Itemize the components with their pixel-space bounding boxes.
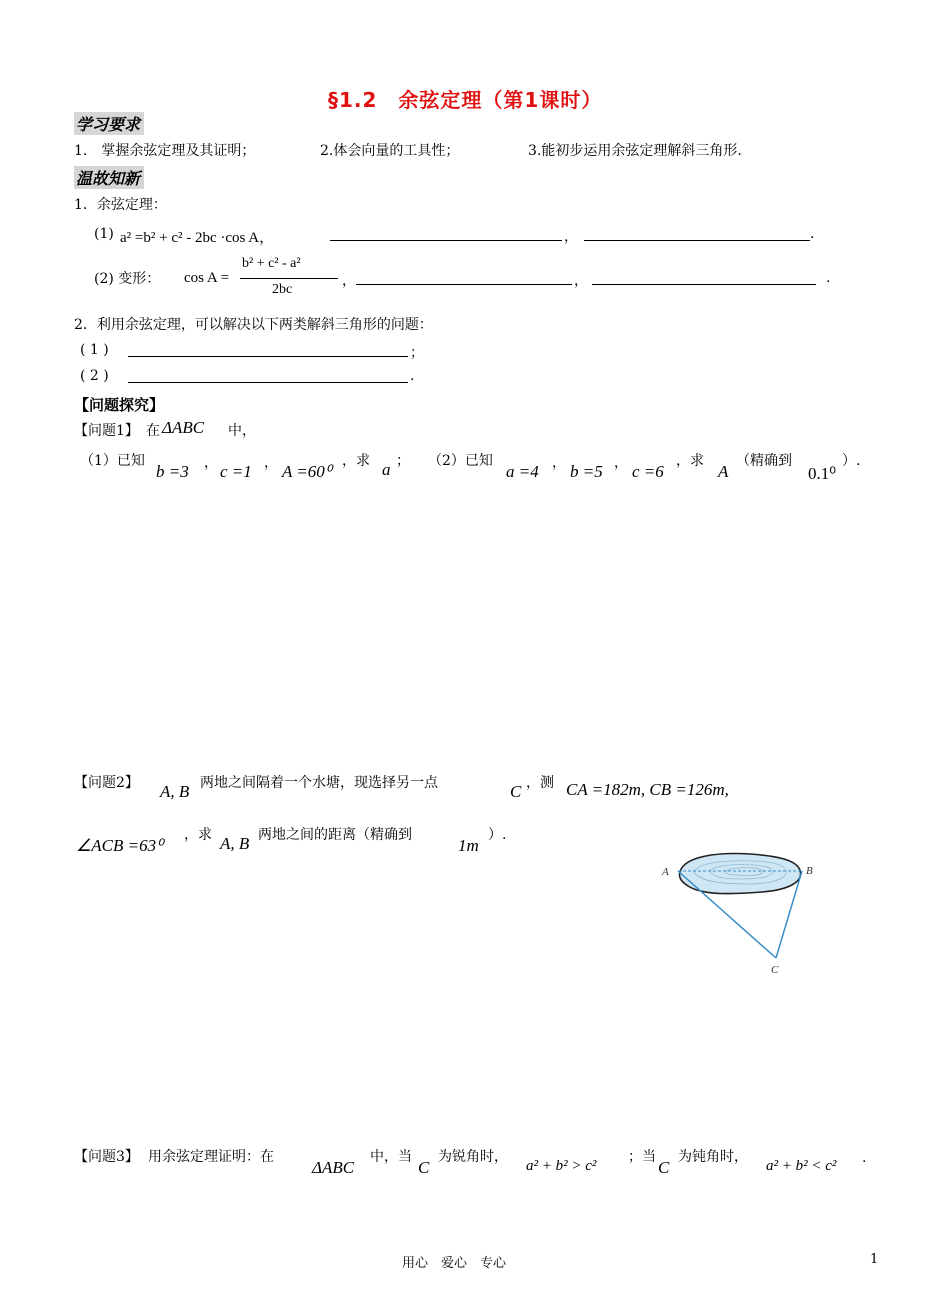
figure-label-c: C bbox=[771, 964, 779, 976]
page-number: 1 bbox=[870, 1252, 879, 1267]
figure-label-b: B bbox=[806, 865, 813, 877]
problem1-part1-label: （1）已知 bbox=[80, 453, 145, 469]
problem2-text1: 两地之间隔着一个水塘，现选择另一点 bbox=[200, 775, 438, 791]
problem2-point-c: C bbox=[510, 782, 522, 801]
problem2-text2: ，测 bbox=[526, 775, 554, 791]
problem3-c1: C bbox=[418, 1158, 430, 1177]
problem1-part2-c: c =6 bbox=[632, 462, 664, 481]
problem1-precision: （精确到 bbox=[736, 453, 792, 469]
problem1-part1-ask: ，求 bbox=[342, 453, 370, 469]
section-requirements: 学习要求 bbox=[74, 112, 144, 135]
blank-sub1-a[interactable] bbox=[330, 226, 562, 241]
problem1-triangle: ΔABC bbox=[162, 418, 205, 437]
problem2-measures: CA =182m, CB =126m, bbox=[566, 780, 729, 799]
problem1-part2-a: a =4 bbox=[506, 462, 539, 481]
blank-sub2-b[interactable] bbox=[592, 270, 816, 285]
problem1-suffix: 中， bbox=[228, 423, 256, 439]
problem1-prefix: 在 bbox=[146, 423, 160, 439]
period-sub1: . bbox=[810, 226, 815, 242]
blank-sub1-b[interactable] bbox=[584, 226, 810, 241]
blank-q2-item-2[interactable] bbox=[128, 368, 408, 383]
comma-sub2-b: ， bbox=[574, 273, 588, 289]
page-title: §1.2 余弦定理（第1课时） bbox=[328, 88, 603, 112]
problem3-ineq1: a² + b² > c² bbox=[526, 1158, 597, 1174]
review-question-1: 1．余弦定理： bbox=[74, 197, 167, 213]
fraction-bar bbox=[240, 278, 338, 279]
problem1-var-a: a bbox=[382, 460, 391, 479]
problem2-text3: ，求 bbox=[184, 827, 212, 843]
problem3-c2: C bbox=[658, 1158, 670, 1177]
problem1-b-value: b =3 bbox=[156, 462, 189, 481]
comma-p1-a: ， bbox=[204, 455, 218, 471]
section-explore: 【问题探究】 bbox=[74, 396, 165, 414]
problem1-var-A: A bbox=[718, 462, 729, 481]
review-question-2: 2．利用余弦定理，可以解决以下两类解斜三角形的问题： bbox=[74, 317, 433, 333]
problem3-text4: ；当 bbox=[628, 1149, 656, 1165]
blank-sub2-a[interactable] bbox=[356, 270, 572, 285]
requirement-1: 1． 掌握余弦定理及其证明； bbox=[74, 143, 256, 159]
pond-triangle-figure bbox=[658, 846, 828, 982]
problem1-label: 【问题1】 bbox=[74, 423, 139, 439]
comma-sub1: ， bbox=[564, 229, 578, 245]
cosine-law-formula: a² =b² + c² - 2bc ·cos A， bbox=[120, 230, 275, 246]
problem3-ineq2: a² + b² < c² bbox=[766, 1158, 837, 1174]
requirement-2: 2.体会向量的工具性； bbox=[320, 143, 460, 159]
comma-p1-c: ， bbox=[552, 455, 566, 471]
comma-p1-d: ， bbox=[614, 455, 628, 471]
problem3-text5: 为钝角时， bbox=[678, 1149, 748, 1165]
problem1-angle-a: A =60⁰ bbox=[282, 462, 332, 481]
period-q2: . bbox=[410, 368, 415, 384]
problem2-angle: ∠ACB =63⁰ bbox=[76, 836, 163, 855]
fraction-numerator: b² + c² - a² bbox=[242, 256, 301, 271]
problem1-c-value: c =1 bbox=[220, 462, 252, 481]
problem3-triangle: ΔABC bbox=[312, 1158, 355, 1177]
problem3-end: . bbox=[862, 1150, 867, 1166]
problem2-text5: ）. bbox=[488, 827, 507, 843]
problem1-part1-end: ； bbox=[396, 453, 410, 469]
figure-label-a: A bbox=[662, 866, 669, 878]
section-review: 温故知新 bbox=[74, 166, 144, 189]
problem1-part2-b: b =5 bbox=[570, 462, 603, 481]
problem2-unit: 1m bbox=[458, 836, 479, 855]
problem1-part2-label: （2）已知 bbox=[428, 453, 493, 469]
problem3-label: 【问题3】 bbox=[74, 1149, 139, 1165]
problem3-text3: 为锐角时， bbox=[438, 1149, 508, 1165]
problem1-precision-value: 0.1⁰ bbox=[808, 464, 837, 483]
comma-sub2-a: ， bbox=[342, 273, 356, 289]
comma-p1-b: ， bbox=[264, 455, 278, 471]
q2-item-1-label: ( 1 ) bbox=[80, 342, 109, 358]
blank-q2-item-1[interactable] bbox=[128, 342, 408, 357]
q2-item-2-label: ( 2 ) bbox=[80, 368, 109, 384]
period-sub2: . bbox=[826, 270, 831, 286]
problem2-points-2: A, B bbox=[220, 834, 250, 853]
footer-motto: 用心 爱心 专心 bbox=[402, 1256, 507, 1271]
problem2-points: A, B bbox=[160, 782, 190, 801]
problem3-text1: 用余弦定理证明：在 bbox=[148, 1149, 274, 1165]
problem1-part2-end: ）. bbox=[842, 453, 861, 469]
problem2-label: 【问题2】 bbox=[74, 775, 139, 791]
semicolon-q2: ； bbox=[410, 345, 424, 361]
sub2-label: (2) 变形： bbox=[94, 271, 161, 287]
requirement-3: 3.能初步运用余弦定理解斜三角形. bbox=[528, 143, 742, 159]
sub1-label: (1) bbox=[94, 226, 114, 242]
problem3-text2: 中，当 bbox=[370, 1149, 412, 1165]
cos-a-lhs: cos A = bbox=[184, 270, 230, 286]
fraction-denominator: 2bc bbox=[272, 282, 293, 297]
problem2-text4: 两地之间的距离（精确到 bbox=[258, 827, 412, 843]
problem1-part2-ask: ，求 bbox=[676, 453, 704, 469]
